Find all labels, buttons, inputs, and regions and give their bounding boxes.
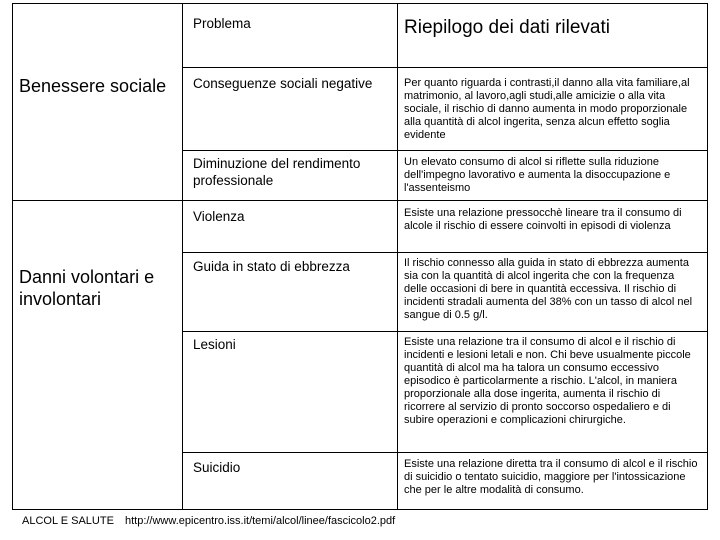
row-summary: Il rischio connesso alla guida in stato di ebbrezza aumenta sia con la quantità di alcol ingerita che con la frequenza delle occasioni di bere in quantità eccessiva. Il rischio di incidenti stradali aumenta del 38% con un tasso di alcol nel sangue di 0.5 g/l. (404, 257, 693, 321)
header-summary: Riepilogo dei dati rilevati (404, 17, 610, 38)
grid-line (182, 452, 708, 453)
row-problem: Violenza (193, 209, 245, 224)
row-problem: Lesioni (193, 337, 236, 352)
grid-line (12, 200, 708, 201)
footer (22, 515, 403, 527)
grid-line (182, 252, 708, 253)
group-label: Benessere sociale (19, 76, 167, 96)
footer-url-link[interactable]: http://www.epicentro.iss.it/temi/alcol/linee/fascicolo2.pdf (124, 515, 396, 527)
row-problem: Diminuzione del rendimento professionale (193, 156, 361, 188)
row-summary: Esiste una relazione diretta tra il consumo di alcol e il rischio di suicidio o tentato suicidio, maggiore per l'intossicazione che per le altre modalità di consumo. (404, 458, 698, 496)
footer-label: ALCOL E SALUTE (22, 515, 114, 527)
group-label: Danni volontari e involontari (19, 267, 155, 309)
grid-line (182, 331, 708, 332)
row-summary: Esiste una relazione tra il consumo di alcol e il rischio di incidenti e lesioni letali e non. Chi beve usualmente piccole quantità di alcol ma ha talora un consumo eccessivo episodico è particolarmente a rischio. L'alcol, in maniera proporzionale alla dose ingerita, aumenta il rischio di ricorrere al servizio di pronto soccorso ospedaliero e di subire operazioni e complicazioni chirurgiche. (404, 336, 691, 426)
row-problem: Guida in stato di ebbrezza (193, 259, 350, 274)
grid-line (182, 3, 183, 510)
row-problem: Conseguenze sociali negative (193, 76, 373, 91)
grid-line (12, 509, 708, 510)
grid-line (12, 3, 13, 510)
grid-line (397, 3, 398, 510)
row-summary: Un elevato consumo di alcol si riflette sulla riduzione dell'impegno lavorativo e aumenta la disoccupazione e l'assenteismo (404, 156, 671, 194)
grid-line (182, 67, 708, 68)
row-summary: Esiste una relazione pressocchè lineare tra il consumo di alcole il rischio di essere coinvolti in episodi di violenza (404, 207, 682, 232)
header-problem: Problema (193, 16, 251, 31)
grid-line (182, 150, 708, 151)
row-problem: Suicidio (193, 460, 241, 475)
row-summary: Per quanto riguarda i contrasti,il danno alla vita familiare,al matrimonio, al lavoro,agli studi,alle amicizie o alla vita sociale, il rischio di danno aumenta in modo proporzionale alla quantità di alcol ingerita, senza alcun effetto soglia evidente (404, 77, 690, 141)
grid-line (12, 3, 708, 4)
grid-line (707, 3, 708, 510)
